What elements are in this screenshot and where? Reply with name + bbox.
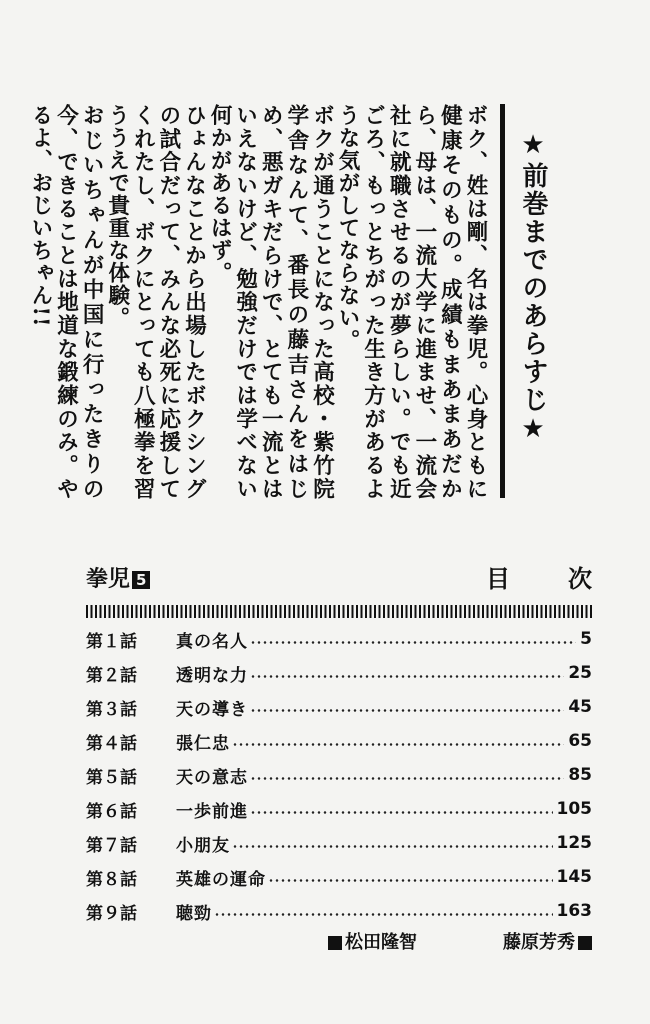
- chapter-number: 第６話: [86, 801, 137, 822]
- contents-heading-char: 目: [486, 565, 510, 593]
- contents-heading: [486, 565, 592, 593]
- dot-leader: [250, 777, 564, 780]
- synopsis-paragraph: ひょんなことから出場したボクシングの試合だって、みんな必死に応援してくれたし、ボクにとっても八極拳を習ううえで貴重な体験。: [104, 104, 207, 500]
- chapter-title: 透明な力: [176, 665, 248, 686]
- chapter-title: 一歩前進: [176, 801, 248, 822]
- chapter-number: 第１話: [86, 631, 137, 652]
- dot-leader: [250, 641, 576, 644]
- chapter-number: 第３話: [86, 699, 137, 720]
- chapter-number: 第５話: [86, 767, 137, 788]
- chapter-title: 小朋友: [176, 835, 230, 856]
- dot-leader: [232, 743, 564, 746]
- square-bullet-icon: [578, 936, 592, 950]
- synopsis-paragraph: ボク、姓は剛、名は拳児。心身ともに健康そのもの。成績もまあまあだから、母は、一流大学に進ませ、一流会社に就職させるのが夢らしい。でも近ごろ、もっとちがった生き方があるような気がしてならない。: [335, 104, 488, 500]
- author-name: 松田隆智: [345, 932, 417, 953]
- chapter-page: 65: [568, 731, 592, 751]
- dot-leader: [214, 913, 553, 916]
- synopsis-section: [27, 100, 562, 500]
- chapter-number: 第８話: [86, 869, 137, 890]
- chapter-title: 張仁忠: [176, 733, 230, 754]
- chapter-number: 第９話: [86, 903, 137, 924]
- chapter-title: 天の意志: [176, 767, 248, 788]
- toc-entry[interactable]: [86, 690, 592, 724]
- chapter-number: 第４話: [86, 733, 137, 754]
- toc-entry[interactable]: [86, 826, 592, 860]
- synopsis-rule: [500, 104, 505, 498]
- dot-leader: [250, 811, 553, 814]
- series-label: [86, 567, 150, 593]
- chapter-title: 英雄の運命: [176, 869, 266, 890]
- chapter-title: 天の導き: [176, 699, 248, 720]
- chapter-title: 聴勁: [176, 903, 212, 924]
- chapter-page: 125: [556, 833, 592, 853]
- dot-leader: [250, 709, 564, 712]
- synopsis-paragraph: おじいちゃんが中国に行ったきりの今、できることは地道な鍛練のみ。やるよ、おじいちゃん!!: [27, 104, 105, 500]
- dot-leader: [250, 675, 564, 678]
- volume-badge: 5: [132, 571, 150, 589]
- credits: [328, 932, 592, 954]
- artist-name: 藤原芳秀: [503, 932, 575, 953]
- series-title: 拳児: [86, 567, 131, 592]
- chapter-page: 145: [556, 867, 592, 887]
- chapter-number: 第７話: [86, 835, 137, 856]
- chapter-page: 85: [568, 765, 592, 785]
- dot-leader: [268, 879, 553, 882]
- toc-entry[interactable]: [86, 758, 592, 792]
- toc-entry[interactable]: [86, 656, 592, 690]
- credit-author: [328, 932, 417, 954]
- chapter-page: 105: [556, 799, 592, 819]
- table-of-contents: [86, 622, 592, 928]
- chapter-number: 第２話: [86, 665, 137, 686]
- toc-entry[interactable]: [86, 622, 592, 656]
- toc-entry[interactable]: [86, 860, 592, 894]
- synopsis-title: ★前巻までのあらすじ★: [518, 130, 548, 446]
- credit-artist: [503, 932, 592, 954]
- synopsis-body: [27, 104, 488, 500]
- dot-leader: [232, 845, 553, 848]
- contents-heading-char: 次: [568, 565, 592, 593]
- toc-entry[interactable]: [86, 894, 592, 928]
- synopsis-paragraph: ボクが通うことになった高校・紫竹院学舎なんて、番長の藤吉さんをはじめ、悪ガキだらけで、とても一流とはいえないけど、勉強だけでは学べない何かがあるはず。: [207, 104, 335, 500]
- chapter-page: 163: [556, 901, 592, 921]
- chapter-title: 真の名人: [176, 631, 248, 652]
- chapter-page: 5: [580, 629, 592, 649]
- square-bullet-icon: [328, 936, 342, 950]
- toc-entry[interactable]: [86, 724, 592, 758]
- synopsis-header: [500, 100, 562, 498]
- toc-entry[interactable]: [86, 792, 592, 826]
- chapter-page: 45: [568, 697, 592, 717]
- chapter-page: 25: [568, 663, 592, 683]
- tick-rule-divider: [86, 605, 592, 618]
